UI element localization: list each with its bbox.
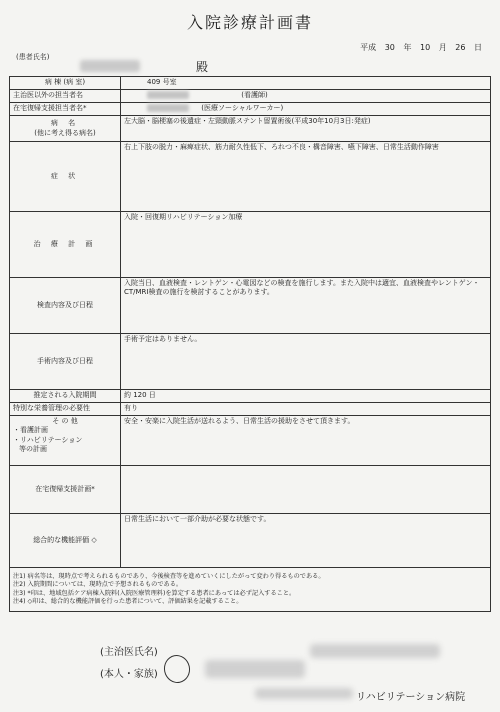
date-year-label: 年 bbox=[403, 43, 412, 52]
staff-role: (看護師) bbox=[241, 91, 268, 99]
row-staff bbox=[10, 90, 491, 103]
row-home-support bbox=[10, 466, 491, 514]
doctor-name-redacted bbox=[310, 644, 440, 658]
date-month: 10 bbox=[419, 43, 431, 52]
surgery-value: 手術予定はありません。 bbox=[121, 334, 491, 390]
period-label: 推定される入院期間 bbox=[10, 390, 121, 403]
ward-label: 病 棟 (病 室) bbox=[10, 77, 121, 90]
row-symptom bbox=[10, 142, 491, 212]
ward-value bbox=[121, 77, 491, 90]
nutrition-value: 有り bbox=[121, 403, 491, 416]
other-label: そ の 他 bbox=[52, 417, 78, 425]
note-1: 注1) 病名等は、現時点で考えられるものであり、今後検査等を進めていくにしたがって変わり得るものである。 bbox=[13, 572, 325, 580]
row-surgery bbox=[10, 334, 491, 390]
other-sub-nursing: ・看護計画 bbox=[13, 426, 48, 435]
patient-name-redacted bbox=[80, 60, 140, 72]
row-ward bbox=[10, 77, 491, 90]
exam-label: 検査内容及び日程 bbox=[10, 278, 121, 334]
row-notes bbox=[10, 568, 491, 612]
function-label: 総合的な機能評価 ◇ bbox=[10, 514, 121, 568]
date-month-label: 月 bbox=[438, 43, 447, 52]
honorific: 殿 bbox=[196, 60, 209, 74]
hospital-name: リハビリテーション病院 bbox=[356, 692, 466, 703]
exam-value: 入院当日、血液検査・レントゲン・心電図などの検査を施行します。また入院中は適宜、血液検査やレントゲン・CT/MRI検査の施行を検討することがあります。 bbox=[121, 278, 491, 334]
function-value: 日常生活において一部介助が必要な状態です。 bbox=[121, 514, 491, 568]
row-other bbox=[10, 416, 491, 466]
signature-redacted bbox=[205, 660, 305, 678]
issue-date bbox=[360, 42, 482, 53]
disease-label-cell bbox=[10, 116, 121, 142]
disease-value: 左大脳・脳梗塞の後遺症・左頸動脈ステント留置術後(平成30年10月3日:発症) bbox=[121, 116, 491, 142]
note-2: 注2) 入院期間については、現時点で予想されるものである。 bbox=[13, 581, 183, 589]
row-disease bbox=[10, 116, 491, 142]
staff-name-redacted bbox=[147, 91, 189, 99]
row-function bbox=[10, 514, 491, 568]
support-name-redacted bbox=[147, 104, 189, 112]
staff-value bbox=[121, 90, 491, 103]
support-role: (医療ソーシャルワーカー) bbox=[201, 104, 284, 112]
notes-cell bbox=[10, 568, 491, 612]
staff-label: 主治医以外の担当者名 bbox=[10, 90, 121, 103]
treatment-value: 入院・回復期リハビリテーション加療 bbox=[121, 212, 491, 278]
disease-label: 病 名 bbox=[50, 119, 80, 128]
hospital-prefix-redacted bbox=[255, 688, 353, 699]
row-exam bbox=[10, 278, 491, 334]
other-label-cell bbox=[10, 416, 121, 466]
period-value: 約 120 日 bbox=[121, 390, 491, 403]
treatment-label: 治 療 計 画 bbox=[10, 212, 121, 278]
other-value: 安全・安楽に入院生活が送れるよう、日常生活の援助をさせて頂きます。 bbox=[121, 416, 491, 466]
self-family-label: (本人・家族) bbox=[100, 669, 158, 680]
symptom-label: 症 状 bbox=[10, 142, 121, 212]
row-treatment bbox=[10, 212, 491, 278]
patient-name-label: (患者氏名) bbox=[16, 53, 50, 61]
symptom-value: 右上下肢の脱力・麻痺症状、筋力耐久性低下、ろれつ不良・構音障害、嚥下障害、日常生活動作障害 bbox=[121, 142, 491, 212]
row-period bbox=[10, 390, 491, 403]
date-day-label: 日 bbox=[474, 43, 482, 52]
support-value bbox=[121, 103, 491, 116]
nutrition-label: 特別な栄養管理の必要性 bbox=[10, 403, 121, 416]
disease-sub-label: (他に考え得る病名) bbox=[34, 128, 96, 137]
support-label: 在宅復帰支援担当者名* bbox=[10, 103, 121, 116]
ward-room: 409 号室 bbox=[147, 78, 177, 86]
row-support bbox=[10, 103, 491, 116]
note-3: 注3) *印は、地域包括ケア病棟入院料(入院医療管理料)を算定する患者にあっては必ず記入すること。 bbox=[13, 589, 296, 597]
family-circle-mark bbox=[161, 653, 192, 686]
date-day: 26 bbox=[455, 43, 466, 52]
row-nutrition bbox=[10, 403, 491, 416]
home-support-label: 在宅復帰支援計画* bbox=[10, 466, 121, 514]
surgery-label: 手術内容及び日程 bbox=[10, 334, 121, 390]
document-title: 入院診療計画書 bbox=[186, 13, 313, 32]
other-sub-plan: 等の計画 bbox=[19, 445, 47, 454]
note-4: 注4) ◇印は、総合的な機能評価を行った患者について、評価結果を記載すること。 bbox=[13, 597, 243, 605]
doctor-name-label: (主治医氏名) bbox=[100, 647, 158, 658]
date-year: 30 bbox=[384, 43, 395, 52]
date-era: 平成 bbox=[360, 43, 377, 52]
other-sub-rehab: ・リハビリテーション bbox=[13, 435, 83, 444]
plan-table bbox=[9, 76, 491, 612]
home-support-value bbox=[121, 466, 491, 514]
